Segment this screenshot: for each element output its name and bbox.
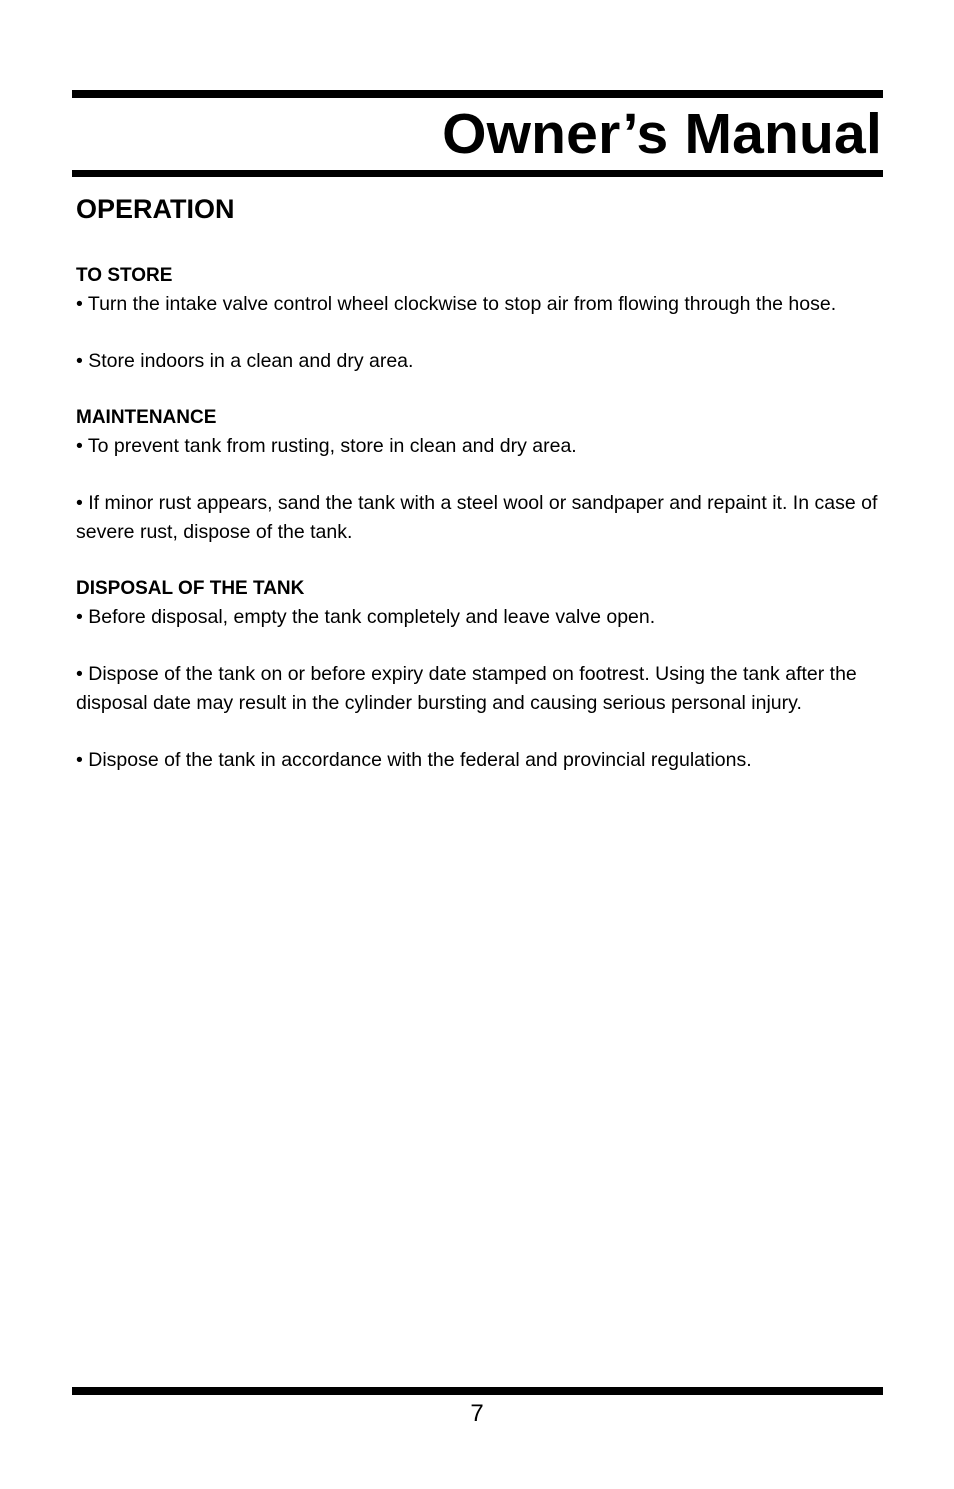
document-title: Owner’s Manual [442,102,882,166]
instruction-item: • If minor rust appears, sand the tank with a steel wool or sandpaper and repaint it. In case of severe rust, dispose of the tank. [76,492,878,543]
header-bottom-rule [72,170,883,177]
instruction-item: • To prevent tank from rusting, store in clean and dry area. [76,435,577,457]
subsection-heading: DISPOSAL OF THE TANK [76,578,305,599]
subsection-heading: MAINTENANCE [76,407,217,428]
instruction-item: • Before disposal, empty the tank completely and leave valve open. [76,606,656,628]
footer-rule [72,1387,883,1395]
subsection-heading: TO STORE [76,265,173,286]
subsection-disposal [76,575,886,775]
section-content [76,262,886,775]
header-top-rule [72,90,883,98]
instruction-item: • Dispose of the tank in accordance with the federal and provincial regulations. [76,749,752,771]
section-title: OPERATION [76,194,235,224]
page-number: 7 [470,1400,484,1427]
instruction-item: • Dispose of the tank on or before expiry date stamped on footrest. Using the tank after the disposal date may result in the cylinder bursting and causing serious personal injury. [76,663,857,714]
subsection-maintenance [76,404,886,547]
subsection-to-store [76,262,886,376]
instruction-item: • Store indoors in a clean and dry area. [76,350,414,372]
instruction-item: • Turn the intake valve control wheel clockwise to stop air from flowing through the hose. [76,293,837,315]
